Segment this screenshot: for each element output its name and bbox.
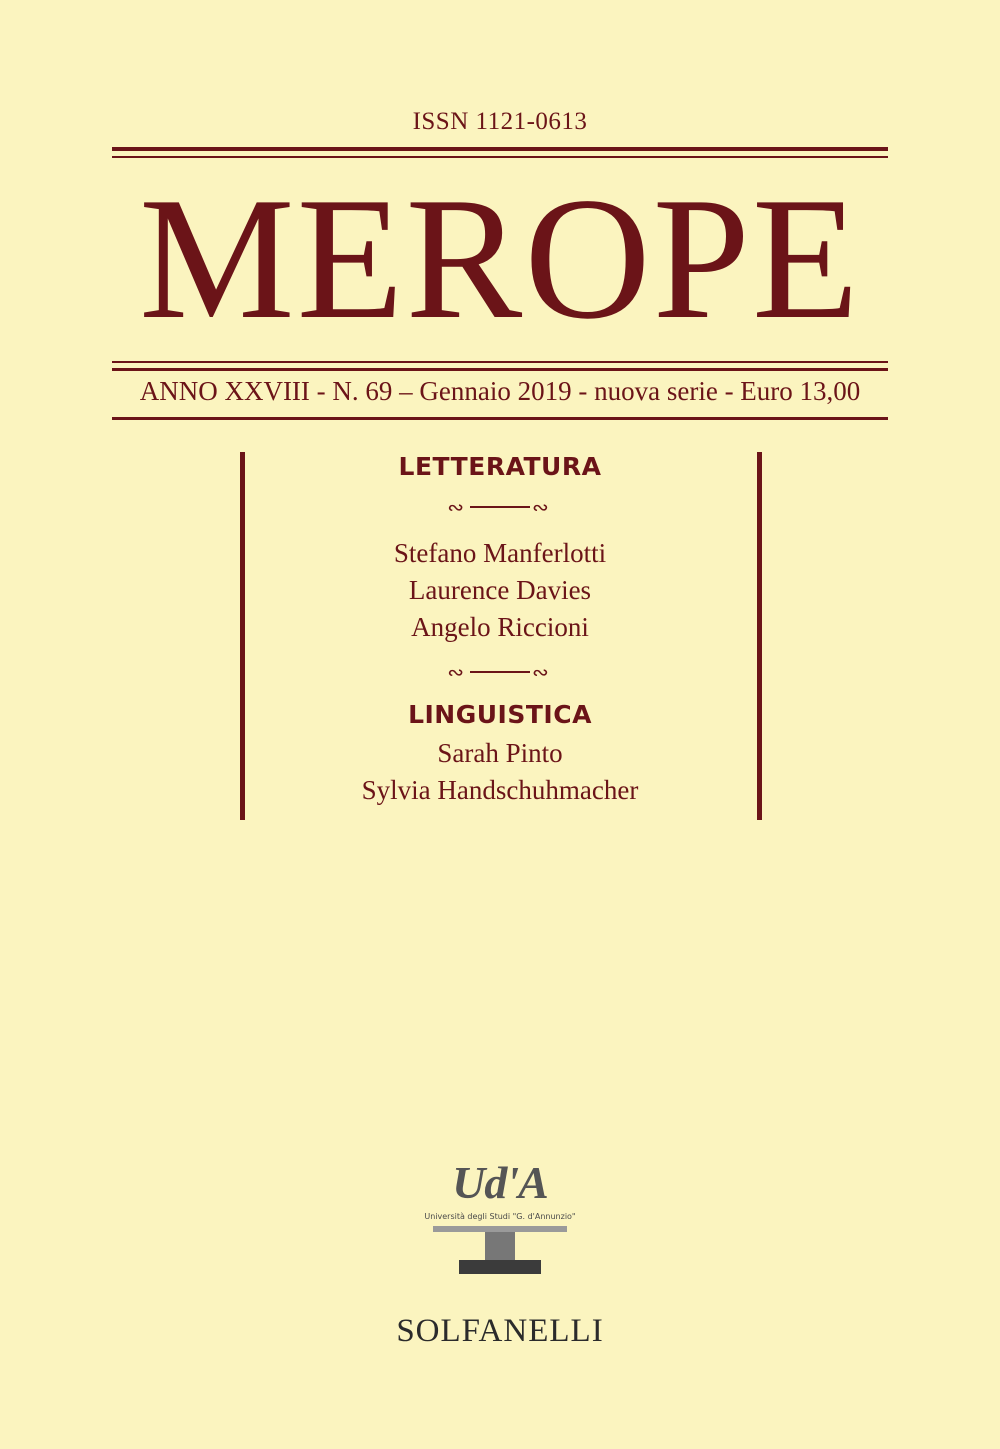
issue-rule-bottom (112, 417, 888, 420)
issue-info: ANNO XXVIII - N. 69 – Gennaio 2019 - nuova serie - Euro 13,00 (139, 376, 861, 406)
list-item: Sylvia Handschuhmacher (361, 775, 639, 805)
masthead-rule-top-thick (112, 147, 888, 151)
list-item: Sarah Pinto (437, 738, 563, 768)
author-list-letteratura (0, 535, 1000, 646)
uda-logo-text: Ud'A (452, 1157, 548, 1208)
uda-logo-subtitle: Università degli Studi "G. d'Annunzio" (424, 1212, 576, 1221)
contents-block (0, 452, 1000, 809)
university-logo (0, 1150, 1000, 1285)
section-title-letteratura: LETTERATURA (398, 452, 602, 481)
masthead-rule-bottom-thin (112, 361, 888, 363)
ornament-divider-top: ∾ ∾ (447, 495, 553, 519)
list-item: Stefano Manferlotti (393, 538, 607, 568)
issn-text: ISSN 1121-0613 (412, 108, 588, 135)
publisher-name: SOLFANELLI (396, 1313, 604, 1349)
uda-logo-stem (485, 1232, 515, 1262)
author-list-linguistica (0, 735, 1000, 809)
ornament-divider-bottom: ∾ ∾ (447, 660, 553, 684)
uda-logo-icon (415, 1150, 585, 1280)
masthead-rule-top-thin (112, 156, 888, 158)
journal-title: MEROPE (139, 161, 861, 355)
section-title-linguistica: LINGUISTICA (408, 700, 592, 729)
list-item: Angelo Riccioni (411, 612, 589, 642)
masthead-rule-bottom-thick (112, 368, 888, 371)
list-item: Laurence Davies (408, 575, 592, 605)
uda-logo-base (459, 1260, 541, 1274)
